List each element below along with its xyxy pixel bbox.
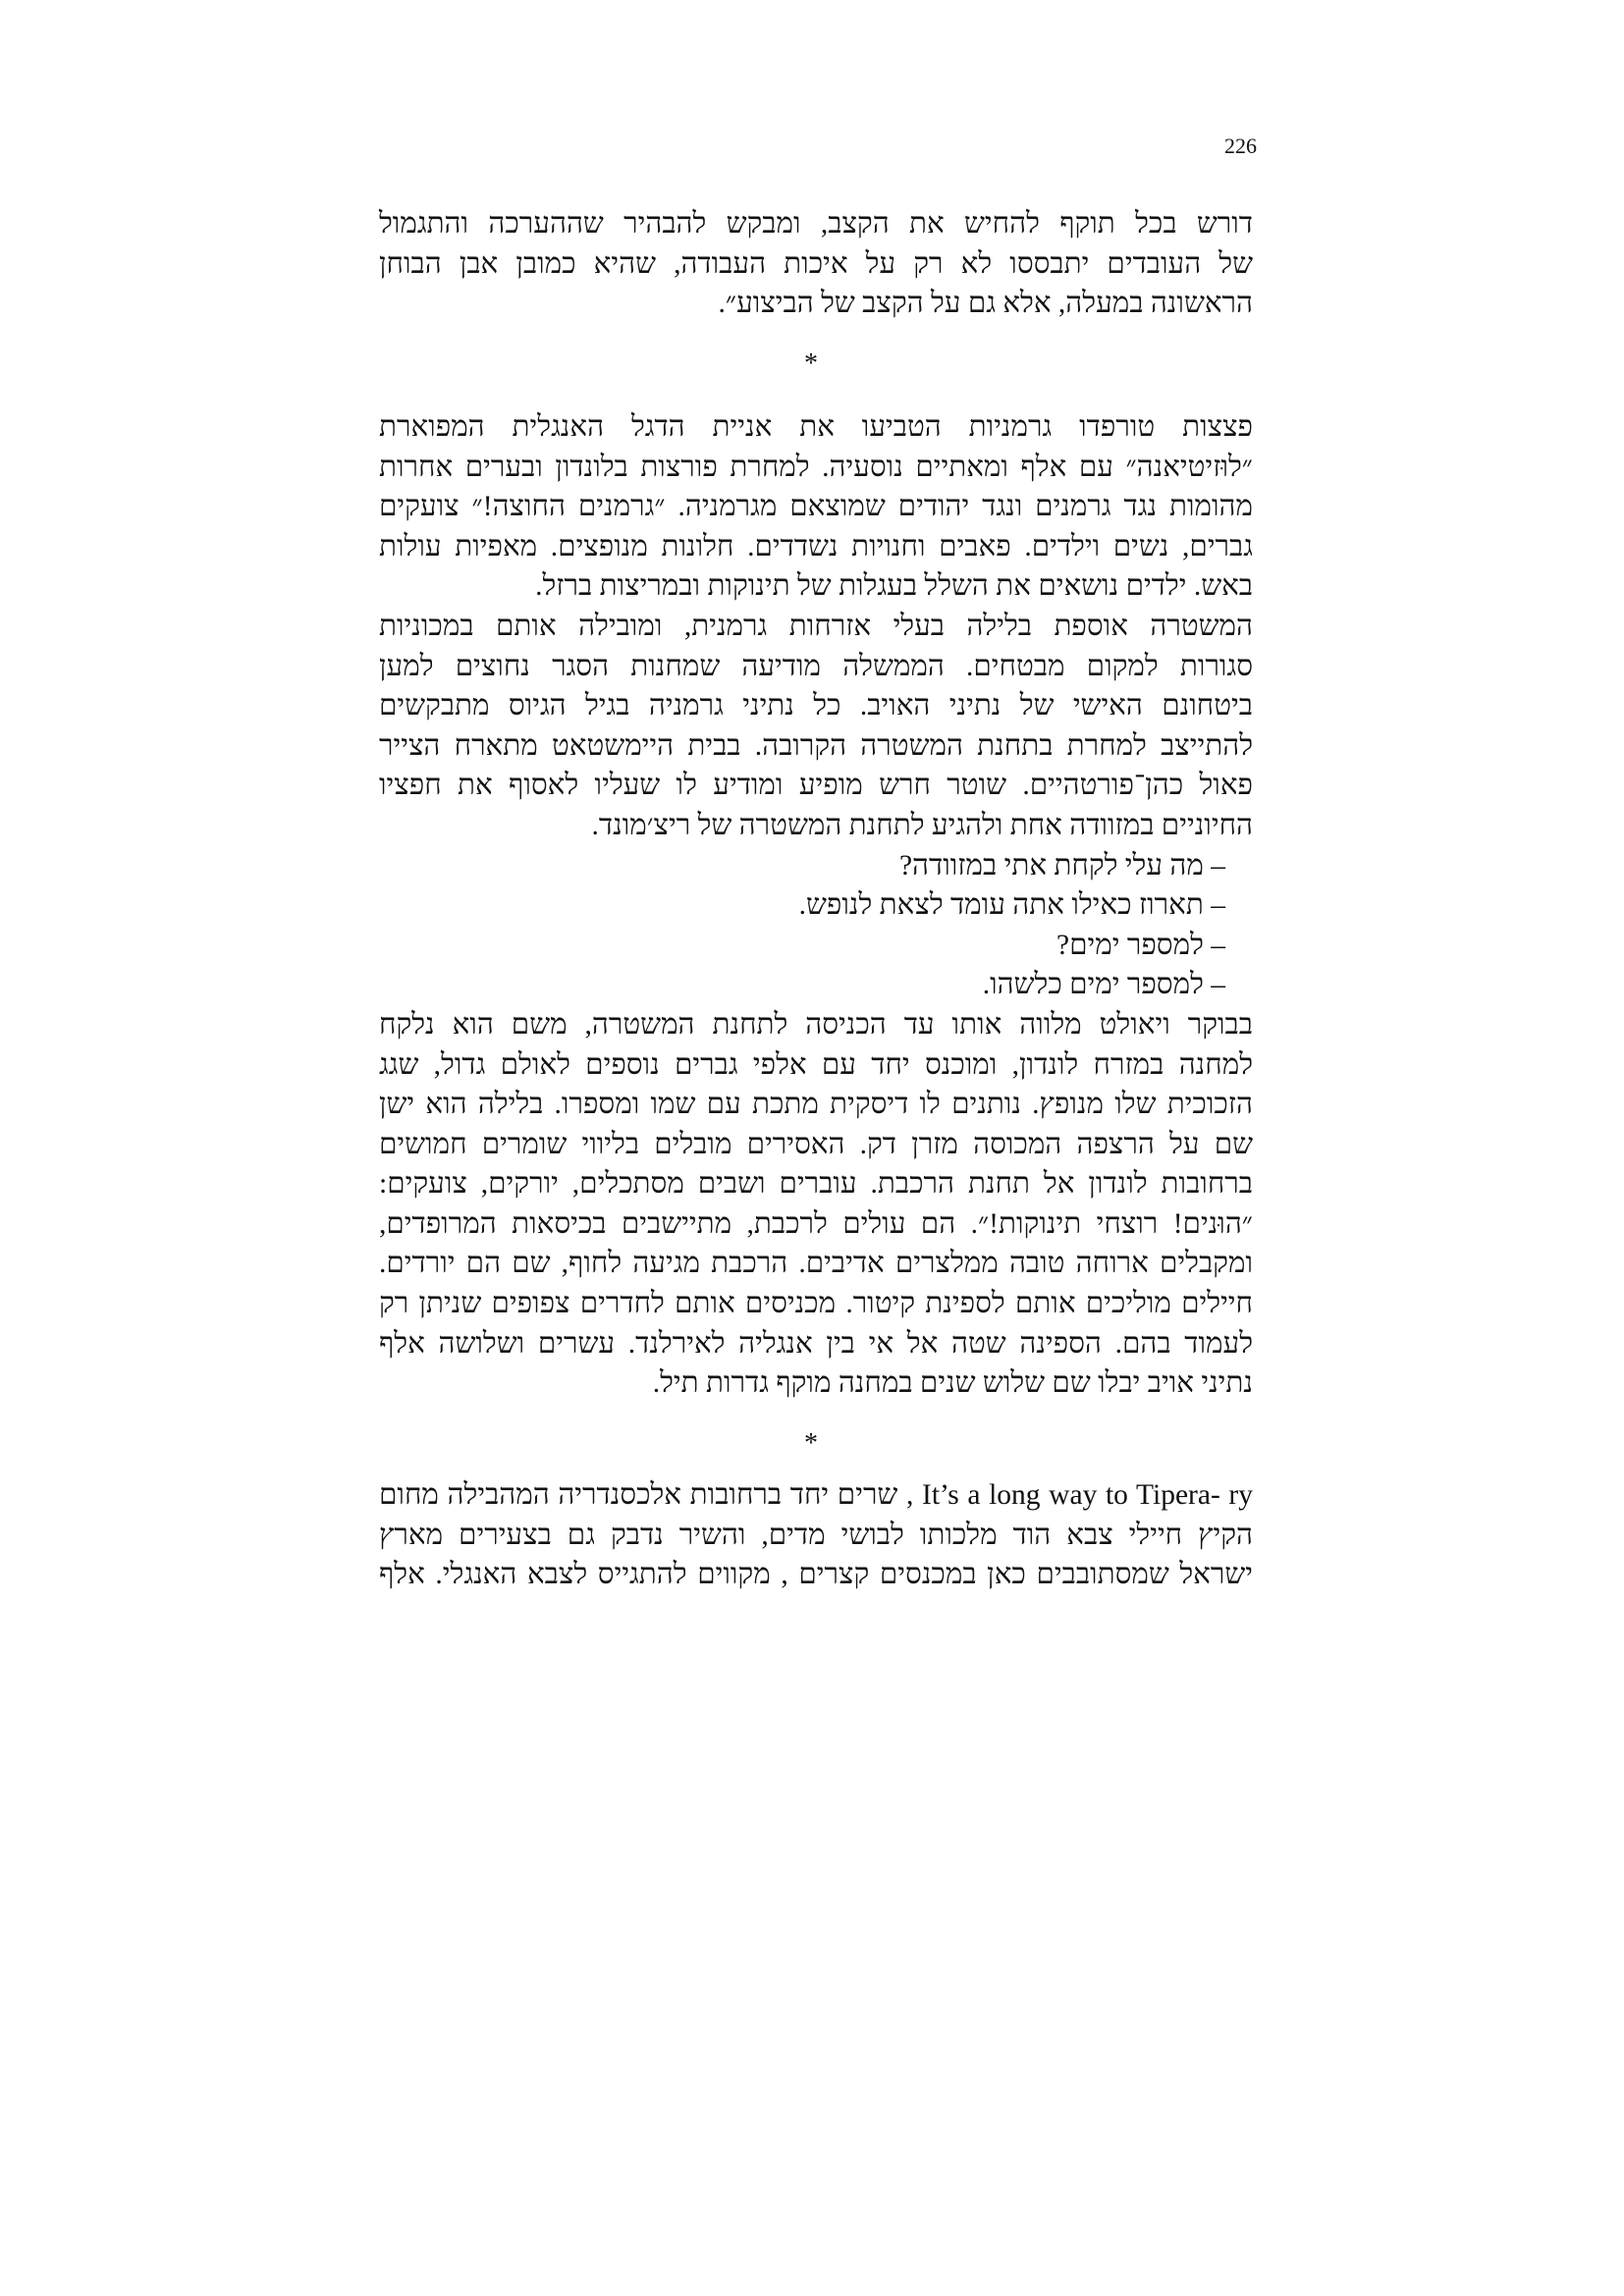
text-line: למחנה במזרח לונדון, ומוכנס יחד עם אלפי גברים נוספים לאולם גדול, שגג <box>379 1048 1253 1081</box>
text-line: ״לוּזיטיאנה״ עם אלף ומאתיים נוסעיה. למחרת פורצות בלונדון ובערים אחרות <box>379 451 1253 483</box>
text-line: הזכוכית שלו מנופץ. נותנים לו דיסקית מתכת עם שמו ומספרו. בלילה הוא ישן <box>379 1089 1253 1121</box>
text-line: באש. ילדים נושאים את השלל בעגלות של תינוקות ובמריצות ברזל. <box>535 570 1253 603</box>
section-separator: * <box>804 1428 818 1459</box>
paragraph-3 <box>379 1005 1253 1404</box>
text-line: סגורות למקום מבטחים. הממשלה מודיעה שמחנות הסגר נחוצים למען <box>379 650 1253 682</box>
text-line: ״הוּנים! רוצחי תינוקות!״. הם עולים לרכבת, מתיישבים בכיסאות המרופדים, <box>379 1207 1253 1240</box>
text-line: בבוקר ויאולט מלווה אותו עד הכניסה לתחנת המשטרה, משם הוא נלקח <box>379 1008 1253 1041</box>
text-line: נתיני אויב יבלו שם שלוש שנים במחנה מוקף גדרות תיל. <box>652 1367 1253 1400</box>
section-separator: * <box>804 348 818 379</box>
page-number: 226 <box>1224 133 1257 158</box>
text-line: הראשונה במעלה, אלא גם על הקצב של הביצוע״. <box>718 288 1253 320</box>
text-line: ברחובות לונדון אל תחנת הרכבת. עוברים ושבים מסתכלים, יורקים, צועקים: <box>379 1168 1253 1201</box>
text-line: מהומות נגד גרמנים ונגד יהודים שמוצאם מגרמניה. ״גרמנים החוצה!״ צועקים <box>379 491 1253 523</box>
text-line: It’s a long way to Tipera- ry , שרים יחד ברחובות אלכסנדריה המהבילה מחום <box>379 1479 1254 1511</box>
text-line: חיילים מוליכים אותם לספינת קיטור. מכניסים אותם לחדרים צפופים שניתן רק <box>379 1288 1253 1320</box>
text-line: ביטחונם האישי של נתיני האויב. כל נתיני גרמניה בגיל הגיוס מתבקשים <box>379 690 1253 722</box>
text-line: שם על הרצפה המכוסה מזרן דק. האסירים מובלים בליווי שומרים חמושים <box>379 1128 1253 1160</box>
text-line: פצצות טורפדו גרמניות הטביעו את אניית הדגל האנגלית המפוארת <box>379 411 1253 443</box>
text-line: המשטרה אוספת בלילה בעלי אזרחות גרמנית, ומובילה אותם במכוניות <box>379 610 1253 642</box>
section-3-text <box>379 1475 1253 1595</box>
text-line: להתייצב למחרת בתחנת המשטרה הקרובה. בבית היימשטאט מתארח הצייר <box>379 729 1253 762</box>
dialogue-line: – מה עלי לקחת אתי במזוודה? <box>898 849 1225 881</box>
text-line: לעמוד בהם. הספינה שטה אל אי בין אנגליה לאירלנד. עשרים ושלושה אלף <box>379 1327 1253 1360</box>
text-line: הקיץ חיילי צבא הוד מלכותו לבושי מדים, והשיר נדבק גם בצעירים מארץ <box>379 1519 1253 1551</box>
dialogue <box>379 846 1253 1005</box>
text-line: פאול כהן־פורטהיים. שוטר חרש מופיע ומודיע לו שעליו לאסוף את חפציו <box>379 770 1253 802</box>
dialogue-line: – למספר ימים? <box>1056 929 1225 961</box>
text-line: דורש בכל תוקף להחיש את הקצב, ומבקש להבהיר שההערכה והתגמול <box>379 208 1253 240</box>
text-line: של העובדים יתבססו לא רק על איכות העבודה, שהיא כמובן אבן הבוחן <box>379 247 1253 280</box>
dialogue-line: – תארוז כאילו אתה עומד לצאת לנופש. <box>798 889 1225 922</box>
paragraph-2 <box>379 607 1253 846</box>
dialogue-line: – למספר ימים כלשהו. <box>982 969 1225 1001</box>
section-2-text <box>379 407 1253 1404</box>
text-line: ומקבלים ארוחה טובה ממלצרים אדיבים. הרכבת מגיעה לחוף, שם הם יורדים. <box>379 1248 1253 1280</box>
section-1-text <box>379 204 1253 324</box>
paragraph-1 <box>379 407 1253 607</box>
text-line: ישראל שמסתובבים כאן במכנסים קצרים , מקווים להתגייס לצבא האנגלי. אלף <box>379 1559 1253 1591</box>
text-line: גברים, נשים וילדים. פאבים וחנויות נשדדים. חלונות מנופצים. מאפיות עולות <box>379 530 1253 562</box>
text-line: החיוניים במזוודה אחת ולהגיע לתחנת המשטרה של ריצ׳מונד. <box>591 809 1253 841</box>
